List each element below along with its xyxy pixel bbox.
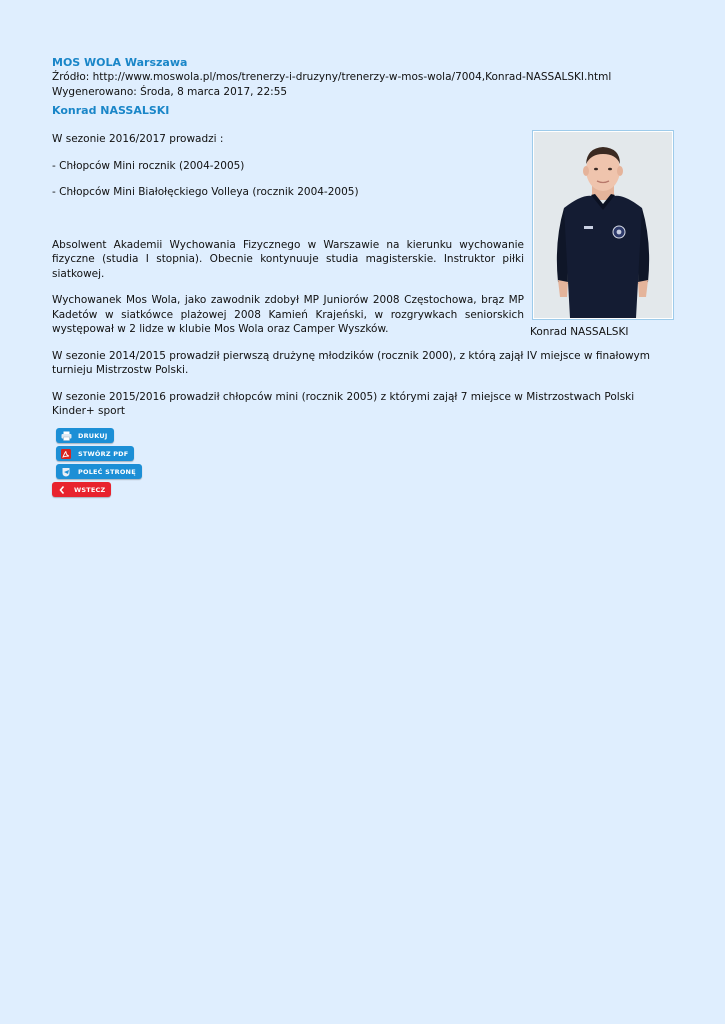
recommend-page-button-label: POLEĆ STRONĘ <box>78 467 136 476</box>
generated-date: Wygenerowano: Środa, 8 marca 2017, 22:55 <box>52 85 288 98</box>
create-pdf-button[interactable] <box>56 446 134 461</box>
article-title: Konrad NASSALSKI <box>52 104 170 117</box>
coach-photo <box>532 130 674 320</box>
print-button-label: DRUKUJ <box>78 431 108 440</box>
recommend-icon <box>60 467 72 477</box>
chevron-left-icon <box>56 485 68 495</box>
printer-icon <box>60 431 72 441</box>
site-name: MOS WOLA Warszawa <box>52 56 188 69</box>
photo-figure <box>532 130 674 339</box>
article-body <box>52 132 674 419</box>
season-intro: W sezonie 2016/2017 prowadzi : <box>52 133 224 145</box>
group-item: - Chłopców Mini Białołęckiego Volleya (rocznik 2004-2005) <box>52 186 359 198</box>
photo-caption: Konrad NASSALSKI <box>530 326 629 338</box>
coach-photo-image <box>534 132 672 318</box>
group-item: - Chłopców Mini rocznik (2004-2005) <box>52 159 245 172</box>
print-button[interactable] <box>56 428 114 443</box>
action-buttons <box>52 428 142 500</box>
paragraph-season-2014: W sezonie 2014/2015 prowadził pierwszą drużynę młodzików (rocznik 2000), z którą zajął IV miejsce w finałowym turnieju Mistrzostw Polski. <box>52 349 650 376</box>
paragraph-education: Absolwent Akademii Wychowania Fizycznego w Warszawie na kierunku wychowanie fizyczne (studia I stopnia). Obecnie kontynuuje studia magisterskie. Instruktor piłki siatkowej. <box>52 238 524 280</box>
create-pdf-button-label: STWÓRZ PDF <box>78 449 129 458</box>
pdf-icon <box>60 449 72 459</box>
paragraph-season-2015: W sezonie 2015/2016 prowadził chłopców mini (rocznik 2005) z którymi zajął 7 miejsce w Mistrzostwach Polski Kinder+ sport <box>52 390 635 417</box>
recommend-page-button[interactable] <box>56 464 142 479</box>
paragraph-career: Wychowanek Mos Wola, jako zawodnik zdobył MP Juniorów 2008 Częstochowa, brąz MP Kadetów w siatkówce plażowej 2008 Kamień Krajeński, w rozgrywkach seniorskich występował w 2 lidze w klubie Mos Wola oraz Camper Wyszków. <box>52 294 524 335</box>
back-button[interactable] <box>52 482 111 497</box>
source-url: Źródło: http://www.moswola.pl/mos/trenerzy-i-druzyny/trenerzy-w-mos-wola/7004,Konrad-NASSALSKI.html <box>52 71 612 83</box>
back-button-label: WSTECZ <box>74 485 106 494</box>
document-page <box>52 55 674 431</box>
